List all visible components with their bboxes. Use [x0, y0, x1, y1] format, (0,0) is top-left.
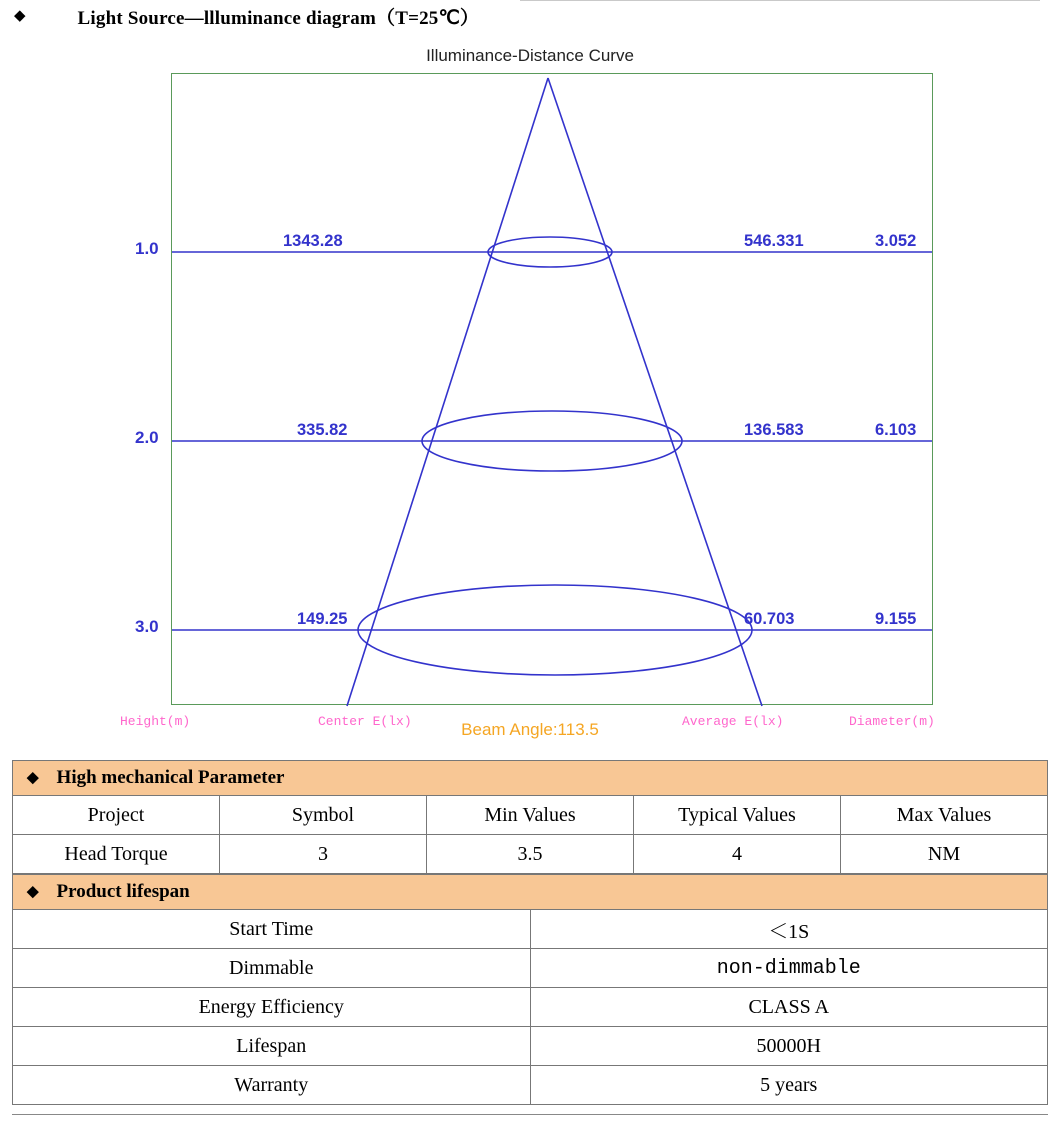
product-lifespan-table: [12, 874, 1048, 1105]
mechanical-header-project: Project: [13, 796, 220, 835]
table-row: [13, 1066, 1048, 1105]
mechanical-cell-typical: 4: [634, 835, 841, 874]
chart-diameter-value-1: 3.052: [875, 232, 917, 250]
chart-height-tick-1: 1.0: [135, 239, 159, 258]
chart-axis-caption-diameter: Diameter(m): [849, 714, 935, 729]
lifespan-value-warranty: 5 years: [530, 1066, 1048, 1105]
lifespan-label-lifespan: Lifespan: [13, 1027, 531, 1066]
table-row: [13, 835, 1048, 874]
chart-average-value-1: 546.331: [744, 232, 804, 250]
chart-height-tick-3: 3.0: [135, 617, 159, 636]
chart-center-value-3: 149.25: [297, 610, 348, 628]
chart-average-value-2: 136.583: [744, 421, 804, 439]
table-row: [13, 949, 1048, 988]
chart-center-value-1: 1343.28: [283, 232, 343, 250]
mechanical-parameter-table: [12, 760, 1048, 874]
lifespan-value-dimmable: non-dimmable: [530, 949, 1048, 988]
diamond-bullet-icon: ◆: [27, 883, 39, 900]
page-title: Light Source—llluminance diagram（T=25℃）: [77, 7, 480, 29]
chart-title: Illuminance-Distance Curve: [426, 46, 634, 65]
chart-axis-caption-center: Center E(lx): [318, 714, 412, 729]
lifespan-value-lifespan: 50000H: [530, 1027, 1048, 1066]
table-row: [13, 1027, 1048, 1066]
chart-diameter-value-2: 6.103: [875, 421, 917, 439]
page-bottom-rule-right: [556, 1114, 1048, 1115]
lifespan-value-start-time: ＜1S: [530, 910, 1048, 949]
illuminance-distance-chart: [0, 30, 1060, 760]
section-heading: [0, 0, 1060, 30]
lifespan-label-warranty: Warranty: [13, 1066, 531, 1105]
lifespan-band-title: Product lifespan: [56, 881, 190, 902]
chart-average-value-3: 60.703: [744, 610, 795, 628]
mechanical-cell-min: 3.5: [427, 835, 634, 874]
table-row: [13, 796, 1048, 835]
lifespan-label-energy-efficiency: Energy Efficiency: [13, 988, 531, 1027]
chart-diameter-value-3: 9.155: [875, 610, 917, 628]
diamond-bullet-icon: ◆: [14, 7, 26, 24]
lifespan-value-energy-efficiency: CLASS A: [530, 988, 1048, 1027]
chart-axis-caption-height: Height(m): [120, 714, 191, 729]
mechanical-band-cell: [13, 761, 1048, 796]
lifespan-band-cell: [13, 875, 1048, 910]
chart-graphics: [0, 30, 1060, 760]
mechanical-header-min: Min Values: [427, 796, 634, 835]
lifespan-band-row: [13, 875, 1048, 910]
mechanical-cell-symbol: 3: [220, 835, 427, 874]
mechanical-band-title: High mechanical Parameter: [56, 767, 285, 788]
table-row: [13, 988, 1048, 1027]
chart-beam-angle-label: Beam Angle:113.5: [461, 720, 599, 739]
mechanical-header-max: Max Values: [841, 796, 1048, 835]
mechanical-header-symbol: Symbol: [220, 796, 427, 835]
chart-center-value-2: 335.82: [297, 421, 348, 439]
lifespan-label-dimmable: Dimmable: [13, 949, 531, 988]
diamond-bullet-icon: ◆: [27, 769, 39, 786]
mechanical-cell-project: Head Torque: [13, 835, 220, 874]
table-row: [13, 910, 1048, 949]
chart-axis-caption-average: Average E(lx): [682, 714, 784, 729]
mechanical-band-row: [13, 761, 1048, 796]
mechanical-cell-max: NM: [841, 835, 1048, 874]
chart-height-tick-2: 2.0: [135, 428, 159, 447]
mechanical-header-typical: Typical Values: [634, 796, 841, 835]
lifespan-label-start-time: Start Time: [13, 910, 531, 949]
page-top-rule: [520, 0, 1040, 4]
